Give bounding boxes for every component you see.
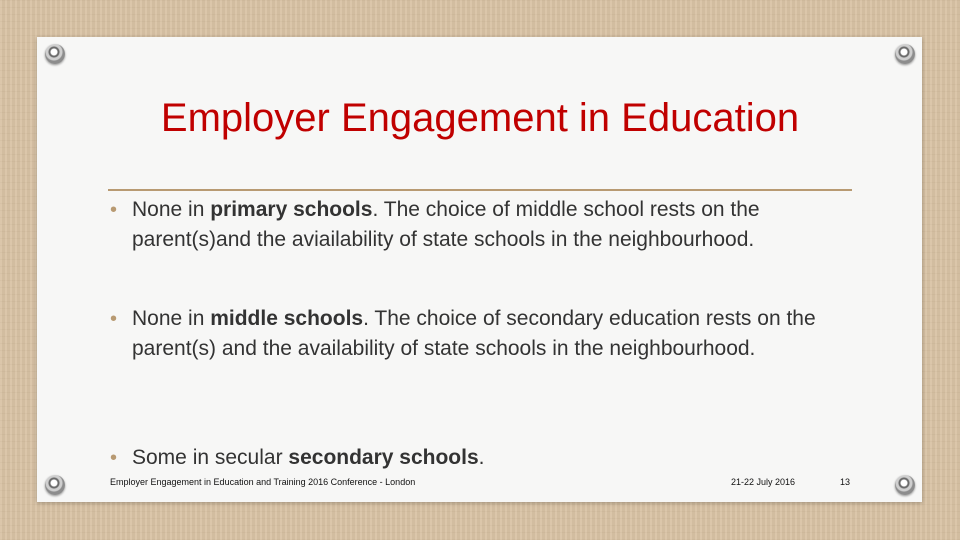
- bullet-icon: •: [110, 308, 118, 330]
- footer-date: 21-22 July 2016: [731, 477, 796, 487]
- slide-title: Employer Engagement in Education: [160, 96, 800, 140]
- bullet-item-primary: [110, 195, 852, 255]
- bullet-item-middle: [110, 304, 852, 364]
- pin-top-right-icon: [895, 44, 915, 64]
- bullet-icon: •: [110, 447, 118, 469]
- footer-page-number: 13: [840, 477, 851, 487]
- footer-conference-text: Employer Engagement in Education and Training 2016 Conference - London: [110, 477, 416, 487]
- bullet-text: Some in secular secondary schools.: [132, 446, 485, 469]
- title-divider: [108, 189, 852, 191]
- pin-bottom-left-icon: [45, 475, 65, 495]
- bullet-item-secondary: [110, 443, 852, 473]
- pin-bottom-right-icon: [895, 475, 915, 495]
- bullet-icon: •: [110, 199, 118, 221]
- bullet-text: None in primary schools. The choice of middle school rests on the parent(s)and the aviailability of state schools in the neighbourhood.: [132, 198, 760, 251]
- bullet-text: None in middle schools. The choice of secondary education rests on the parent(s) and the availability of state schools in the neighbourhood.: [132, 307, 816, 360]
- pin-top-left-icon: [45, 44, 65, 64]
